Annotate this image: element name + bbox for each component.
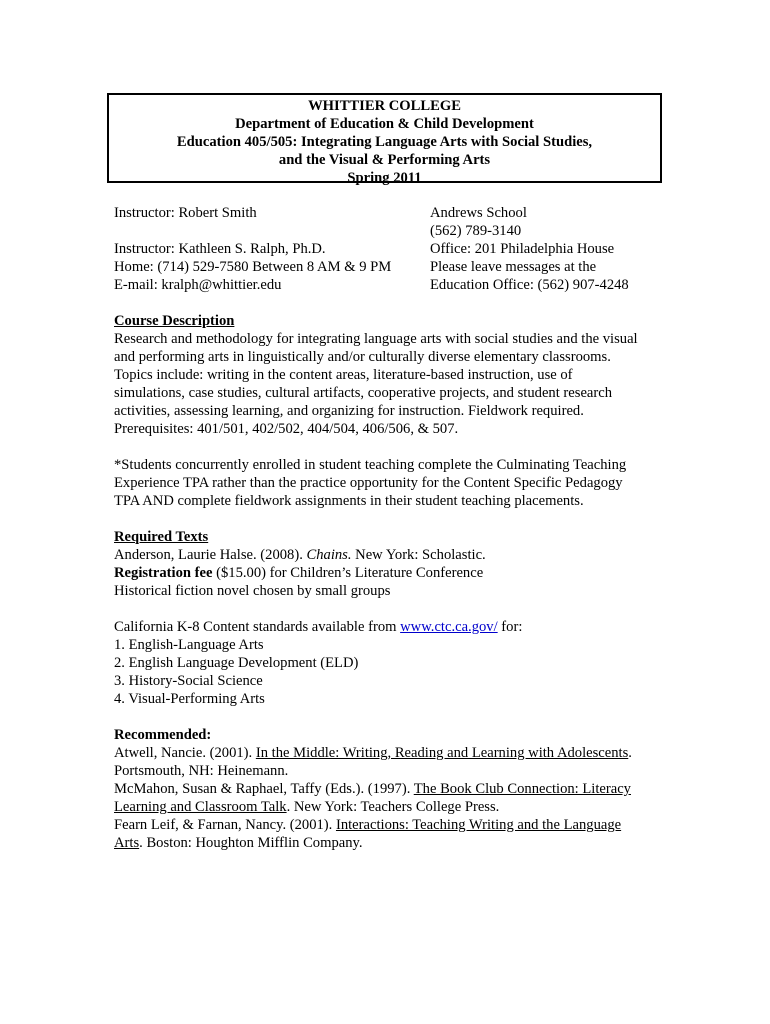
syllabus-body bbox=[114, 312, 674, 852]
recommended-heading: Recommended: bbox=[114, 727, 212, 743]
recommended-ref-2: McMahon, Susan & Raphael, Taffy (Eds.). (1997). The Book Club Connection: Literacy bbox=[114, 781, 631, 797]
standards-intro: California K-8 Content standards available from www.ctc.ca.gov/ for: bbox=[114, 619, 523, 635]
description-line: Prerequisites: 401/501, 402/502, 404/504, 406/506, & 507. bbox=[114, 421, 459, 437]
description-line: simulations, case studies, cultural artifacts, cooperative projects, and student research bbox=[114, 385, 613, 401]
instructor-info-left bbox=[114, 204, 424, 294]
standards-item: 1. English-Language Arts bbox=[114, 637, 264, 653]
course-description-heading: Course Description bbox=[114, 313, 235, 329]
standards-item: 2. English Language Development (ELD) bbox=[114, 655, 359, 671]
college-name: WHITTIER COLLEGE bbox=[308, 98, 461, 114]
term: Spring 2011 bbox=[347, 170, 422, 186]
school-phone: (562) 789-3140 bbox=[430, 223, 522, 239]
instructor-info-right bbox=[430, 204, 710, 294]
course-header-box bbox=[107, 93, 662, 186]
recommended-ref-1-cont: Portsmouth, NH: Heinemann. bbox=[114, 763, 289, 779]
ref-title: Arts bbox=[114, 835, 140, 851]
description-line: Topics include: writing in the content areas, literature-based instruction, use of bbox=[114, 367, 573, 383]
novel-note: Historical fiction novel chosen by small groups bbox=[114, 583, 391, 599]
home-phone: Home: (714) 529-7580 Between 8 AM & 9 PM bbox=[114, 259, 392, 275]
course-title-continued: and the Visual & Performing Arts bbox=[278, 152, 491, 168]
required-book: Anderson, Laurie Halse. (2008). Chains. New York: Scholastic. bbox=[114, 547, 486, 563]
student-note-line: TPA AND complete fieldwork assignments in their student teaching placements. bbox=[114, 493, 584, 509]
recommended-ref-3-cont: Arts. Boston: Houghton Mifflin Company. bbox=[114, 835, 363, 851]
instructor-1: Instructor: Robert Smith bbox=[114, 205, 257, 221]
description-line: activities, assessing learning, and organizing for instruction. Fieldwork required. bbox=[114, 403, 584, 419]
ref-title: The Book Club Connection: Literacy bbox=[413, 781, 631, 797]
standards-link[interactable]: www.ctc.ca.gov/ bbox=[400, 619, 498, 635]
standards-item: 3. History-Social Science bbox=[114, 673, 263, 689]
book-title: Chains. bbox=[306, 547, 352, 563]
description-line: and performing arts in linguistically and/or culturally diverse elementary classrooms. bbox=[114, 349, 611, 365]
required-texts-heading: Required Texts bbox=[114, 529, 209, 545]
ref-title: In the Middle: Writing, Reading and Learning with Adolescents bbox=[255, 745, 629, 761]
student-note-line: *Students concurrently enrolled in student teaching complete the Culminating Teaching bbox=[114, 457, 627, 473]
recommended-ref-1: Atwell, Nancie. (2001). In the Middle: Writing, Reading and Learning with Adolescents. bbox=[114, 745, 632, 761]
standards-item: 4. Visual-Performing Arts bbox=[114, 691, 265, 707]
ref-title: Interactions: Teaching Writing and the Language bbox=[335, 817, 622, 833]
office: Office: 201 Philadelphia House bbox=[430, 241, 615, 257]
course-title: Education 405/505: Integrating Language Arts with Social Studies, bbox=[176, 134, 593, 150]
messages-line-1: Please leave messages at the bbox=[430, 259, 597, 275]
ref-title: Learning and Classroom Talk bbox=[114, 799, 287, 815]
description-line: Research and methodology for integrating language arts with social studies and the visual bbox=[114, 331, 638, 347]
department-name: Department of Education & Child Development bbox=[235, 116, 534, 132]
email: E-mail: kralph@whittier.edu bbox=[114, 277, 282, 293]
recommended-ref-3: Fearn Leif, & Farnan, Nancy. (2001). Interactions: Teaching Writing and the Language bbox=[114, 817, 622, 833]
registration-fee-label: Registration fee bbox=[114, 565, 213, 581]
instructor-2: Instructor: Kathleen S. Ralph, Ph.D. bbox=[114, 241, 326, 257]
student-note-line: Experience TPA rather than the practice opportunity for the Content Specific Pedagogy bbox=[114, 475, 623, 491]
registration-fee: Registration fee ($15.00) for Children’s Literature Conference bbox=[114, 565, 484, 581]
messages-line-2: Education Office: (562) 907-4248 bbox=[430, 277, 629, 293]
recommended-ref-2-cont: Learning and Classroom Talk. New York: Teachers College Press. bbox=[114, 799, 500, 815]
school-name: Andrews School bbox=[430, 205, 527, 221]
